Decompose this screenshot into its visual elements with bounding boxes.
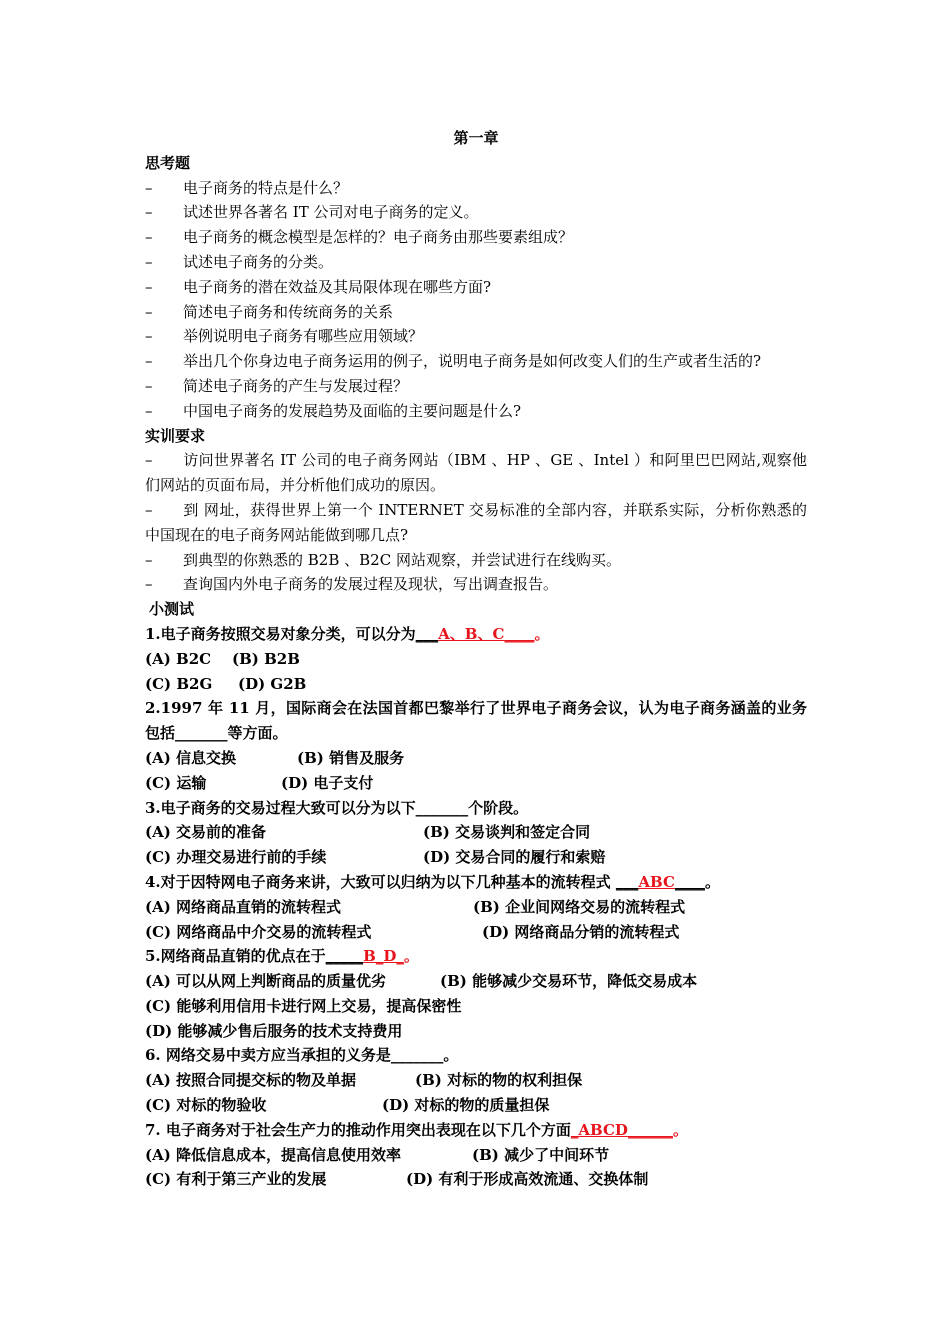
practice-item (145, 572, 807, 597)
bullet-dash: – (145, 550, 153, 569)
option-b: (B) 减少了中间环节 (472, 1145, 610, 1164)
think-item-text: 举例说明电子商务有哪些应用领域？ (183, 327, 424, 346)
think-item-text: 试述世界各著名 IT 公司对电子商务的定义。 (183, 203, 479, 222)
think-item (145, 176, 807, 201)
option-a: (A) 降低信息成本，提高信息使用效率 (145, 1145, 402, 1164)
blank: ______ (627, 1120, 673, 1139)
option-d: (D) 网络商品分销的流转程式 (482, 922, 680, 941)
options-row (145, 845, 807, 870)
option-a: (A) 交易前的准备 (145, 823, 267, 842)
think-item-text: 简述电子商务的产生与发展过程？ (183, 376, 409, 395)
answer-text: B_D_ (363, 947, 404, 966)
options-row (145, 895, 807, 920)
question-text: 1.电子商务按照交易对象分类，可以分为 (145, 624, 416, 643)
practice-item-text: 访问世界著名 IT 公司的电子商务网站（IBM 、HP 、GE 、Intel ）和阿里巴巴网站,观察他们网站的页面布局，并分析他们成功的原因。 (145, 451, 807, 495)
options-row (145, 820, 807, 845)
think-item (145, 374, 807, 399)
quiz-question-3: 3.电子商务的交易过程大致可以分为以下_______个阶段。 (145, 798, 529, 817)
option-a: (A) 网络商品直销的流转程式 (145, 897, 342, 916)
options-row (145, 771, 807, 796)
option-b: (B) 交易谈判和签定合同 (423, 823, 591, 842)
practice-item (145, 498, 807, 548)
think-item (145, 399, 807, 424)
option-c: (C) 运输 (145, 773, 207, 792)
option-b: (B) 能够减少交易环节，降低交易成本 (440, 972, 698, 991)
think-item-text: 简述电子商务和传统商务的关系 (183, 302, 394, 321)
options-row (145, 672, 807, 697)
quiz-question-2: 2.1997 年 11 月，国际商会在法国首都巴黎举行了世界电子商务会议，认为电子商务涵盖的业务包括_______等方面。 (145, 699, 807, 743)
blank: ____ (504, 624, 535, 643)
practice-item-text: 查询国内外电子商务的发展过程及现状，写出调查报告。 (183, 575, 559, 594)
blank: ___ (615, 872, 639, 891)
option-c: (C) 有利于第三产业的发展 (145, 1170, 327, 1189)
options-row (145, 1143, 807, 1168)
think-list (145, 176, 807, 424)
option-d: (D) 交易合同的履行和索赔 (423, 848, 606, 867)
options-row (145, 647, 807, 672)
think-item (145, 250, 807, 275)
practice-item-text: 到 网址，获得世界上第一个 INTERNET 交易标准的全部内容，并联系实际，分析你熟悉的中国现在的电子商务网站能做到哪几点? (145, 500, 807, 544)
blank: ____ (674, 872, 705, 891)
bullet-dash: – (145, 376, 153, 395)
think-item (145, 324, 807, 349)
think-item (145, 275, 807, 300)
answer-text: ABCD (578, 1120, 628, 1139)
chapter-title: 第一章 (453, 129, 499, 147)
option-c: (C) 对标的物验收 (145, 1096, 267, 1115)
option-c: (C) B2G (145, 674, 213, 693)
options-row (145, 746, 807, 771)
section-heading-think: 思考题 (145, 153, 191, 172)
think-item-text: 电子商务的概念模型是怎样的？电子商务由那些要素组成？ (183, 228, 574, 247)
quiz-question-6: 6. 网络交易中卖方应当承担的义务是_______。 (145, 1046, 459, 1065)
practice-list (145, 448, 807, 597)
options-row (145, 969, 807, 994)
option-d: (D) 对标的物的质量担保 (382, 1096, 550, 1115)
bullet-dash: – (145, 575, 153, 594)
option-a: (A) B2C (145, 649, 212, 668)
quiz-question-4 (145, 870, 807, 895)
question-text: 7. 电子商务对于社会生产力的推动作用突出表现在以下几个方面 (145, 1120, 571, 1139)
section-heading-practice: 实训要求 (145, 426, 206, 445)
document-body (145, 126, 807, 1192)
bullet-dash: – (145, 277, 153, 296)
bullet-dash: – (145, 500, 153, 519)
think-item (145, 225, 807, 250)
option-d: (D) 电子支付 (281, 773, 374, 792)
blank: _____ (325, 947, 364, 966)
option-d: (D) G2B (238, 674, 307, 693)
option-c: (C) 办理交易进行前的手续 (145, 848, 327, 867)
period: 。 (534, 624, 550, 643)
period: 。 (672, 1120, 688, 1139)
options-row (145, 1167, 807, 1192)
blank: ___ (415, 624, 439, 643)
option-c: (C) 能够利用信用卡进行网上交易，提高保密性 (145, 996, 462, 1015)
think-item-text: 中国电子商务的发展趋势及面临的主要问题是什么? (183, 401, 522, 420)
bullet-dash: – (145, 228, 153, 247)
quiz-question-1 (145, 622, 807, 647)
bullet-dash: – (145, 401, 153, 420)
blank: _ (570, 1120, 579, 1139)
think-item (145, 349, 807, 374)
think-item-text: 举出几个你身边电子商务运用的例子，说明电子商务是如何改变人们的生产或者生活的? (183, 352, 762, 371)
option-b: (B) 对标的物的权利担保 (415, 1071, 583, 1090)
think-item (145, 200, 807, 225)
practice-item (145, 448, 807, 498)
think-item-text: 电子商务的特点是什么？ (183, 178, 349, 197)
period: 。 (704, 872, 720, 891)
options-row (145, 1093, 807, 1118)
option-d: (D) 有利于形成高效流通、交换体制 (406, 1170, 649, 1189)
question-text: 4.对于因特网电子商务来讲，大致可以归纳为以下几种基本的流转程式 (145, 872, 616, 891)
practice-item (145, 548, 807, 573)
period: 。 (403, 947, 419, 966)
quiz-question-7 (145, 1118, 807, 1143)
option-b: (B) 销售及服务 (297, 748, 405, 767)
think-item (145, 300, 807, 325)
option-c: (C) 网络商品中介交易的流转程式 (145, 922, 372, 941)
options-row (145, 920, 807, 945)
think-item-text: 电子商务的潜在效益及其局限体现在哪些方面? (183, 277, 492, 296)
option-a: (A) 信息交换 (145, 748, 237, 767)
bullet-dash: – (145, 327, 153, 346)
option-d: (D) 能够减少售后服务的技术支持费用 (145, 1021, 403, 1040)
quiz-question-5 (145, 944, 807, 969)
bullet-dash: – (145, 451, 153, 470)
think-item-text: 试述电子商务的分类。 (183, 252, 334, 271)
answer-text: ABC (638, 872, 675, 891)
option-b: (B) B2B (232, 649, 300, 668)
question-text: 5.网络商品直销的优点在于 (145, 947, 326, 966)
bullet-dash: – (145, 302, 153, 321)
bullet-dash: – (145, 352, 153, 371)
bullet-dash: – (145, 252, 153, 271)
section-heading-quiz: 小测试 (149, 600, 195, 619)
answer-text: A、B、C (438, 624, 505, 643)
bullet-dash: – (145, 178, 153, 197)
option-a: (A) 按照合同提交标的物及单据 (145, 1071, 357, 1090)
option-a: (A) 可以从网上判断商品的质量优劣 (145, 972, 387, 991)
options-row (145, 1068, 807, 1093)
option-b: (B) 企业间网络交易的流转程式 (473, 897, 686, 916)
practice-item-text: 到典型的你熟悉的 B2B 、B2C 网站观察，并尝试进行在线购买。 (183, 550, 621, 569)
bullet-dash: – (145, 203, 153, 222)
